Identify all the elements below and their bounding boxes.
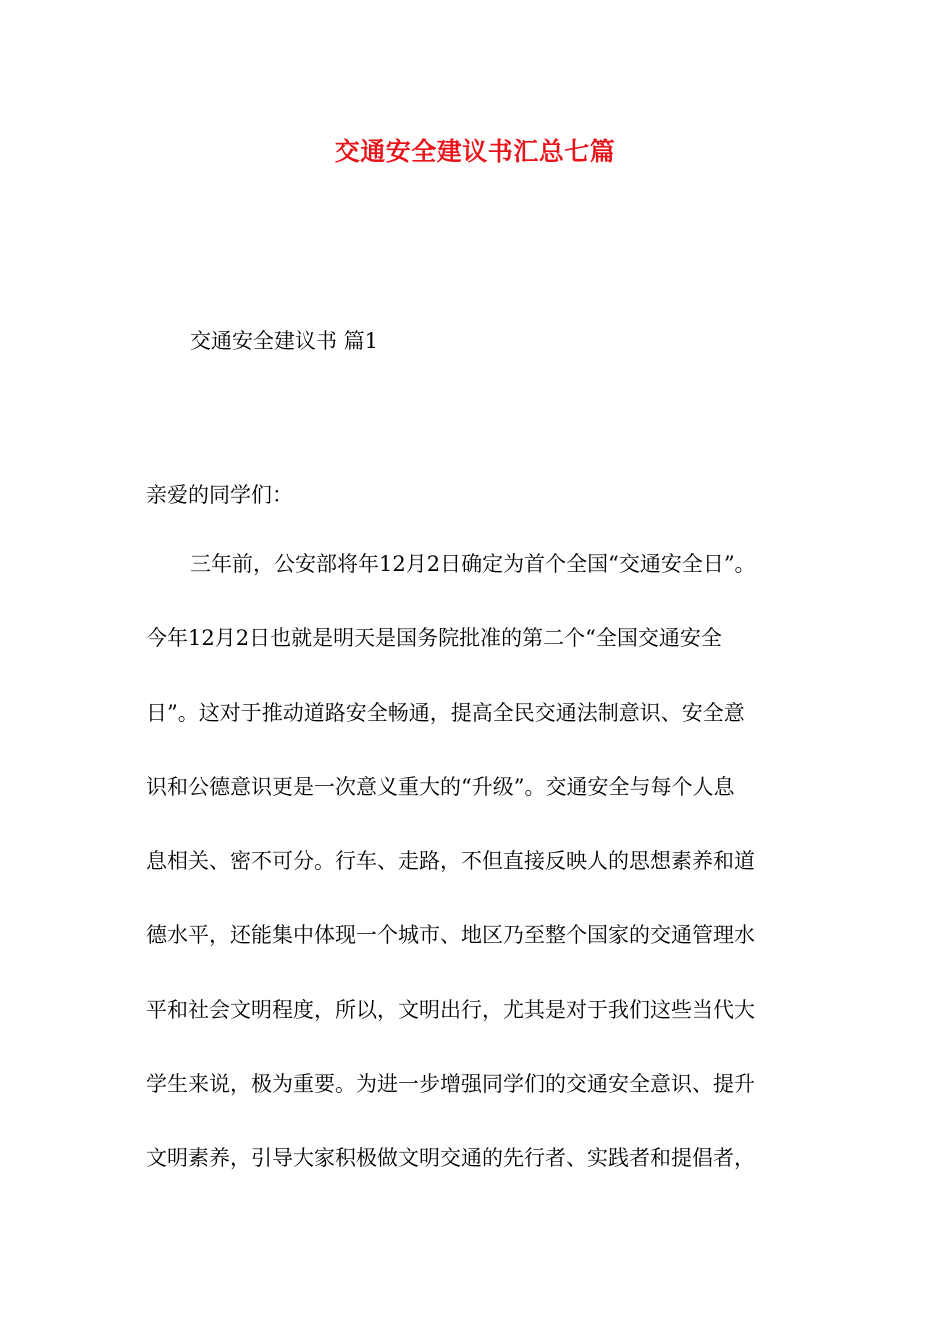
body-line: 文明素养，引导大家积极做文明交通的先行者、实践者和提倡者，	[146, 1146, 755, 1171]
body-line: 德水平，还能集中体现一个城市、地区乃至整个国家的交通管理水	[146, 923, 755, 948]
greeting-line: 亲爱的同学们：	[146, 483, 293, 507]
body-line: 平和社会文明程度，所以，文明出行，尤其是对于我们这些当代大	[146, 997, 755, 1022]
section-heading: 交通安全建议书 篇1	[190, 329, 379, 353]
body-line: 今年12月2日也就是明天是国务院批准的第二个“全国交通安全	[146, 626, 722, 651]
body-line: 三年前，公安部将年12月2日确定为首个全国“交通安全日”。	[190, 552, 756, 576]
body-line: 日”。这对于推动道路安全畅通，提高全民交通法制意识、安全意	[146, 700, 745, 725]
body-line: 息相关、密不可分。行车、走路，不但直接反映人的思想素养和道	[146, 849, 755, 874]
body-line: 学生来说，极为重要。为进一步增强同学们的交通安全意识、提升	[146, 1072, 755, 1097]
body-line: 识和公德意识更是一次意义重大的“升级”。交通安全与每个人息	[146, 774, 735, 799]
body-paragraph	[146, 549, 826, 1218]
document-title: 交通安全建议书汇总七篇	[334, 137, 616, 166]
